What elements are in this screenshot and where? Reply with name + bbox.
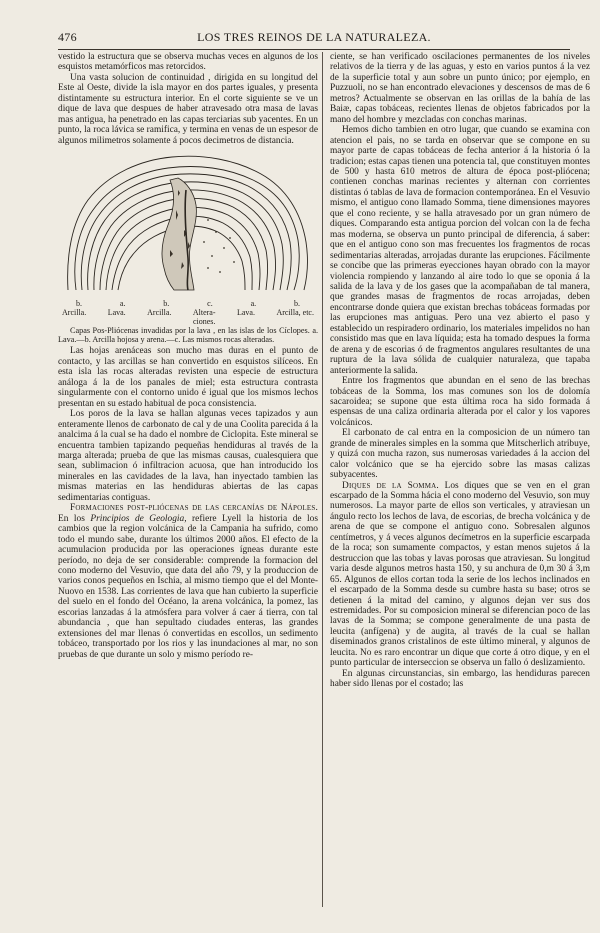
paragraph bbox=[58, 503, 318, 660]
figure-label: Arcilla, etc. bbox=[276, 308, 314, 318]
paragraph: Entre los fragmentos que abundan en el seno de las brechas tobáceas de la Somma, los mas comunes son los de dolomía sacaroidea; se supone que esta última roca ha sido formada á espensas de una caliza ordinaria alterada por el calor y los vapores volcánicos. bbox=[330, 376, 590, 428]
left-column bbox=[58, 52, 318, 660]
figure-labels bbox=[58, 299, 318, 326]
figure-letter: a. bbox=[250, 299, 257, 309]
geological-figure bbox=[58, 150, 318, 344]
figure-letter: c. bbox=[207, 299, 213, 309]
paragraph: vestido la estructura que se observa muchas veces en algunos de los esquistos metamórficos mas retorcidos. bbox=[58, 52, 318, 73]
figure-letter: b. bbox=[163, 299, 170, 309]
dike-cross-section-illustration bbox=[58, 150, 318, 298]
paragraph: Los poros de la lava se hallan algunas veces tapizados y aun enteramente llenos de carbonato de cal y de una Coolita parecida á la analcima á la cual se ha dado el nombre de Ciclopita. Este mineral se encuentra tambien tapizando pequeñas hendiduras al través de la marga alterada; prueba de que las mismas causas, cualesquiera que sean, sublimacion ó infiltracion acuosa, que han introducido los minerales en las cavidades de la lava, han inyectado tambien las mismas materias en las hendiduras abiertas de las capas sedimentarias contiguas. bbox=[58, 409, 318, 503]
figure-label: Lava. bbox=[107, 308, 126, 318]
paragraph: ciente, se han verificado oscilaciones permanentes de los niveles relativos de la tierra y de las aguas, y esto en varios puntos á la vez de la superficie total y aun sobre un punto único; por ejemplo, en Puzzuoli, no se han encontrado elevaciones y descensos de mas de 6 metros? Actualmente se observan en las orillas de la bahía de las Baiæ, capas tobáceas, recientes llenas de objetos fabricados por la mano del hombre y mezcladas con conchas marinas. bbox=[330, 52, 590, 125]
column-divider bbox=[322, 52, 323, 907]
running-title: LOS TRES REINOS DE LA NATURALEZA. bbox=[197, 30, 431, 44]
figure-letter: b. bbox=[76, 299, 82, 309]
figure-label-row bbox=[58, 308, 318, 326]
right-column bbox=[330, 52, 590, 690]
paragraph: Una vasta solucion de continuidad , dirigida en su longitud del Este al Oeste, divide la isla mayor en dos partes iguales, y presenta distintamente su estructura interior. En el corte siguiente se ve un dique de lava que despues de haber atravesado otra masa de lavas mas antigua, ha penetrado en las capas terciarias sub yacentes. En un punto, la roca lávica se ramifica, y termina en venas de un espesor de algunos milimetros solamente á pocos decimetros de distancia. bbox=[58, 72, 318, 146]
header-rule bbox=[58, 49, 570, 50]
paragraph: Las hojas arenáceas son mucho mas duras en el punto de contacto, y las arcillas se han convertido en esquistos silíceos. En esta isla las rocas alteradas revisten una especie de estructura análoga á la de los panales de miel; esta estructura contrasta singularmente con el contorno unido é igual que los mismos lechos presentan en su estado habitual de poca consistencia. bbox=[58, 346, 318, 409]
figure-label: Arcilla. bbox=[147, 308, 172, 318]
text-run: Los diques que se ven en el gran escarpado de la Somma hácia el cono moderno del Vesuvio, son muy numerosos. La mayor parte de ellos son verticales, y atraviesan un ángulo recto los lechos de lava, de escorias, de brecha volcánica y de arena de que se compone el antiguo cono. Sobresalen algunos centímetros, y á veces algunos decímetros en la superficie escarpada de la roca; son sumamente compactos, y estan menos sujetos á la destruccion que las tobas y lavas porosas que atraviesan. Su longitud varia desde algunos metros hasta 150, y su anchura de 0,m 30 á 3,m 65. Algunos de ellos cortan toda la serie de los lechos inclinados en el escarpado de la Somma desde su cumbre hasta su base; otros se detienen á la mitad del camino, y algunos dejan ver sus dos estremidades. Por su composicion mineral se diferencian poco de las lavas de la Somma; se compone generalmente de una pasta de leucita (anfígena) y de augita, al través de la cual se hallan diseminados granos cristalinos de este último mineral, y algunos de leucita. No es raro encontrar un dique que corte á otro dique, y en el punto particular de interseccion se observa un fallo ó deslizamiento. bbox=[330, 480, 590, 669]
paragraph bbox=[330, 481, 590, 669]
figure-letter: a. bbox=[119, 299, 126, 309]
figure-caption: Capas Pos-Pliócenas invadidas por la lava , en las islas de los Cíclopes. a. Lava.—b. Arcilla hojosa y arena.—c. Las mismos rocas alteradas. bbox=[58, 326, 318, 345]
paragraph: En algunas circunstancias, sin embargo, las hendiduras parecen haber sido llenas por el costado; las bbox=[330, 668, 590, 690]
paragraph: El carbonato de cal entra en la composicion de un número tan grande de minerales simples en la somma que Mitscherlich atribuye, y quizá con mucha razon, sus numerosas variedades á la accion del calor volcánico que se ha ejercido sobre las masas calizas subyacentes. bbox=[330, 428, 590, 481]
figure-letter-row bbox=[58, 299, 318, 308]
section-heading: Formaciones post-pliócenas de las cercanías de Nápoles. bbox=[70, 503, 318, 514]
text-run: refiere Lyell la historia de los cambios que la region volcánica de la Campania ha sufrido, como todo el mundo sabe, durante los últimos 2000 años. El efecto de la acumulacion producida por las operaciones ígneas durante este período, no deja de ser considerable: comprende la formacion del cono moderno del Vesuvio, que data del año 79, y la produccion de varios conos pequeños en Ischia, al mismo tiempo que el del Monte-Nuovo en 1538. Las corrientes de lava que han cubierto la superficie del suelo en el fondo del Océano, la arena volcánica, la pomez, las escorias lanzadas á la atmósfera para volver á caer á tierra, con tal abundancia , que han sepultado ciudades enteras, las grandes extensiones del mar llenas ó convertidas en escollos, un sedimento tobáceo, transportado por los rios y las inundaciones al mar, no son pruebas de que durante un solo y mismo período re- bbox=[58, 513, 318, 660]
page-number: 476 bbox=[58, 30, 77, 44]
figure-letter: b. bbox=[293, 299, 300, 309]
figure-label: Arcilla. bbox=[62, 308, 87, 318]
paragraph: Hemos dicho tambien en otro lugar, que cuando se examina con atencion el pais, no se tarda en observar que se compone en su mayor parte de capas tobáceas de fecha anterior á la historia ó la tradicion; estas capas tienen una potencia tal, que constituyen montes de 500 y hasta 610 metros de altura de época post-pliócena; contienen conchas marinas recientes y alternan con corrientes distintas ó tablas de lava de formacion contemporánea. En el Vesuvio mismo, el antiguo cono llamado Somma, tiene dimensiones mayores que el cono reciente, y se halla atravesado por un gran número de diques. Comparando esta antigua porcion del volcan con la de fecha mas moderna, se observa un punto principal de diferencia, á saber: que en el antiguo cono son mas frecuentes los fragmentos de rocas sedimentarias alteradas, arrojadas durante las erupciones. Fácilmente se concibe que las primeras eyecciones hayan obrado con la mayor violencia rompiendo y lanzando al aire todo lo que se oponia á la salida de la lava y de los gases que la acompañaban de tal manera, que grandes masas de fragmentos de rocas arrojadas, deben encontrarse donde quiera que existan brechas tobáceas formadas por las erupciones mas antiguas. Pero una vez abierto el paso y establecido un respiradero ordinario, los materiales impelidos no han consistido mas que en lava líquida; esta ha tomado despues la forma de arena y de escorias ó de fragmentos angulares resultantes de una ruptura de la lava sólida de cualquier naturaleza, que tapaba anteriormente la salida. bbox=[330, 125, 590, 376]
running-header bbox=[58, 30, 570, 46]
text-run: En los bbox=[58, 513, 91, 524]
figure-label: Lava. bbox=[236, 308, 255, 318]
figure-label: Altera- ciones. bbox=[192, 308, 216, 327]
section-heading: Diques de la Somma. bbox=[342, 480, 439, 491]
book-title: Principios de Geologia, bbox=[90, 513, 187, 524]
